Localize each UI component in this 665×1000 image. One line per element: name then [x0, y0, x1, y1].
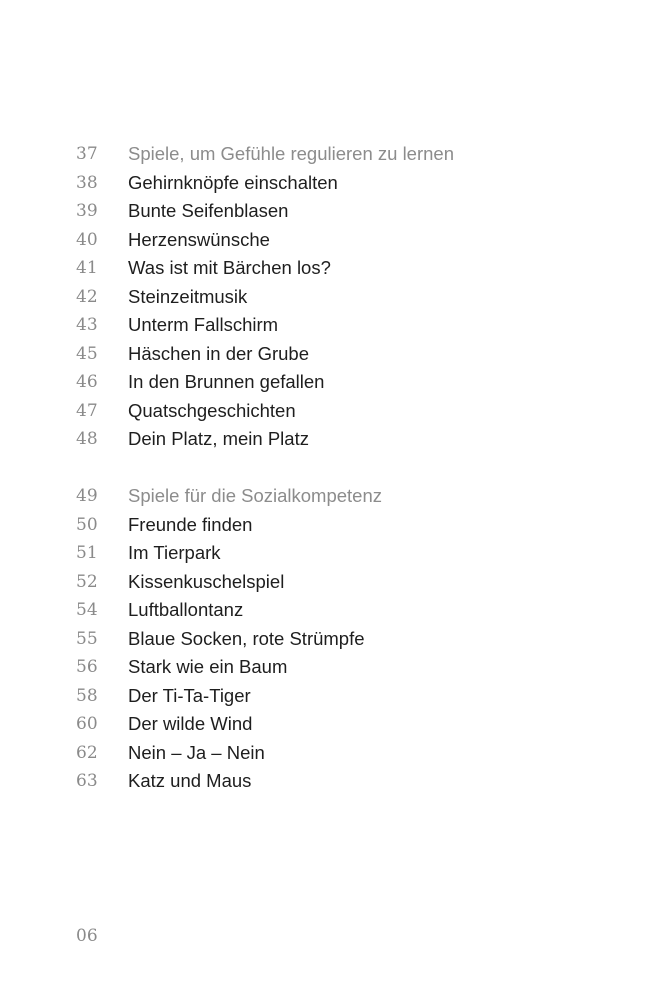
toc-entry-title: Im Tierpark — [128, 542, 221, 563]
toc-entry — [0, 596, 665, 624]
toc-entry-page: 46 — [76, 372, 98, 392]
toc-entry-title: In den Brunnen gefallen — [128, 371, 325, 392]
toc-entry-page: 60 — [76, 714, 98, 734]
toc-entry-page: 63 — [76, 771, 98, 791]
toc-entry-page: 56 — [76, 657, 98, 677]
toc-entry-title: Bunte Seifenblasen — [128, 200, 289, 221]
section-heading-title: Spiele, um Gefühle regulieren zu lernen — [128, 143, 454, 164]
toc-entry — [0, 368, 665, 396]
toc-entry-page: 51 — [76, 543, 98, 563]
toc-entry — [0, 653, 665, 681]
toc-entry-title: Gehirnknöpfe einschalten — [128, 171, 338, 193]
toc-entry — [0, 197, 665, 225]
toc-entry-title: Dein Platz, mein Platz — [128, 428, 309, 449]
section-heading — [0, 482, 665, 510]
toc-entry-page: 43 — [76, 315, 98, 335]
toc-entry-title: Steinzeitmusik — [128, 285, 248, 307]
toc-entry — [0, 311, 665, 339]
toc-entry — [0, 511, 665, 539]
toc-entry-title: Quatschgeschichten — [128, 399, 296, 421]
toc-entry — [0, 397, 665, 425]
toc-entry — [0, 254, 665, 282]
toc-entry-title: Stark wie ein Baum — [128, 656, 288, 677]
toc-entry-page: 45 — [76, 343, 98, 364]
toc-entry — [0, 226, 665, 254]
toc-entry — [0, 767, 665, 795]
toc-entry-page: 42 — [76, 286, 98, 307]
toc-entry — [0, 568, 665, 596]
section-heading — [0, 140, 665, 168]
section-heading-page: 37 — [76, 144, 98, 164]
page-number: 06 — [76, 926, 98, 946]
toc-entry-title: Freunde finden — [128, 513, 253, 535]
toc-entry-page: 48 — [76, 429, 98, 449]
toc-entry — [0, 710, 665, 738]
toc-entry-title: Was ist mit Bärchen los? — [128, 257, 331, 278]
toc-entry-title: Blaue Socken, rote Strümpfe — [128, 627, 365, 649]
toc-entry — [0, 739, 665, 767]
section-heading-page: 49 — [76, 486, 98, 506]
toc-entry-title: Luftballontanz — [128, 599, 244, 620]
toc-entry — [0, 682, 665, 710]
toc-entry-title: Der wilde Wind — [128, 713, 253, 734]
toc-entry-page: 50 — [76, 514, 98, 535]
toc-entry — [0, 625, 665, 653]
toc-entry-page: 62 — [76, 742, 98, 763]
toc-entry-title: Katz und Maus — [128, 770, 252, 791]
toc-entry-title: Kissenkuschelspiel — [128, 570, 285, 592]
toc-entry-title: Häschen in der Grube — [128, 342, 309, 364]
toc-entry-title: Unterm Fallschirm — [128, 314, 279, 335]
toc-entry-page: 41 — [76, 258, 98, 278]
toc-entry-page: 47 — [76, 400, 98, 421]
toc-entry-title: Nein – Ja – Nein — [128, 741, 265, 763]
toc-entry-title: Der Ti-Ta-Tiger — [128, 684, 251, 706]
toc-entry-title: Herzenswünsche — [128, 228, 270, 250]
toc-entry-page: 39 — [76, 201, 98, 221]
toc-entry — [0, 283, 665, 311]
toc-entry-page: 58 — [76, 685, 98, 706]
toc-entry-page: 40 — [76, 229, 98, 250]
toc-entry — [0, 169, 665, 197]
toc-entry-page: 55 — [76, 628, 98, 649]
toc-entry-page: 38 — [76, 172, 98, 193]
section-heading-title: Spiele für die Sozialkompetenz — [128, 485, 383, 506]
toc-entry-page: 52 — [76, 571, 98, 592]
toc-entry — [0, 539, 665, 567]
toc-entry — [0, 340, 665, 368]
toc-entry-page: 54 — [76, 600, 98, 620]
toc-entry — [0, 425, 665, 453]
